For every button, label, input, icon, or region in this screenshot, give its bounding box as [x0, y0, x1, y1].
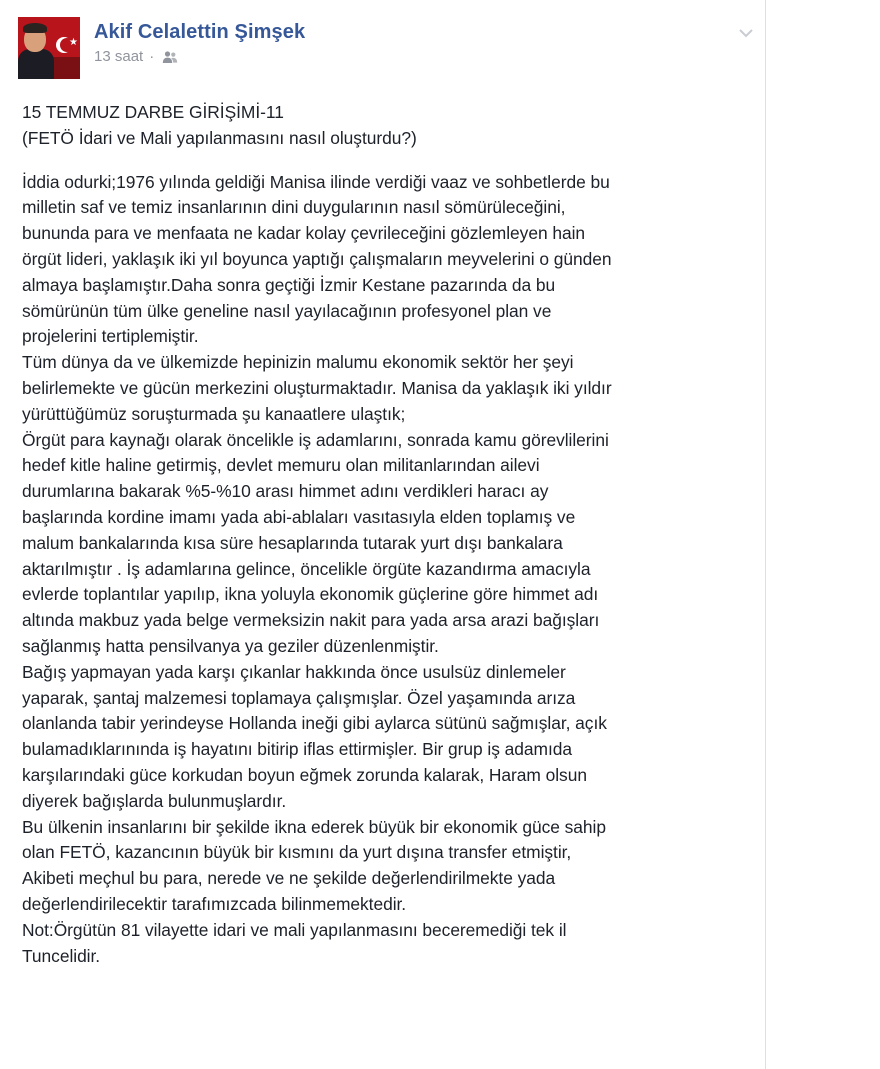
post-text-line: evlerde toplantılar yapılıp, ikna yoluyla ekonomik güçlerine göre himmet adı	[22, 584, 599, 605]
post-text-line: olanlanda tabir yerindeyse Hollanda ineği gibi aylarca sütünü sağmışlar, açık	[22, 713, 607, 734]
post-text-line: bulamadıklarınında iş hayatını bitirip iflas ettirmişler. Bir grup iş adamıda	[22, 739, 573, 760]
friends-icon[interactable]	[162, 50, 178, 64]
chevron-down-icon[interactable]	[738, 26, 754, 38]
post-text-line: sağlanmış hatta pensilvanya ya geziler düzenlenmiştir.	[22, 635, 439, 656]
post-text-line: malum bankalarında kısa süre hesaplarında tutarak yurt dışı bankalara	[22, 532, 563, 553]
post-text-line: Not:Örgütün 81 vilayette idari ve mali yapılanmasını beceremediği tek il	[22, 919, 567, 940]
post-text-line: yaparak, şantaj malzemesi toplamaya çalışmışlar. Özel yaşamında arıza	[22, 687, 576, 708]
post-text-line: diyerek bağışlarda bulunmuşlardır.	[22, 790, 287, 811]
post-timestamp[interactable]: 13 saat	[94, 48, 144, 65]
post-text-line: başlarında kordine imamı yada abi-ablaları vasıtasıyla elden toplamış ve	[22, 506, 576, 527]
post-title-line: 15 TEMMUZ DARBE GİRİŞİMİ-11	[22, 102, 284, 122]
post-text-line: durumlarına bakarak %5-%10 arası himmet adını verdikleri haracı ay	[22, 481, 549, 502]
separator-dot: ·	[149, 48, 155, 65]
avatar[interactable]: ★	[18, 17, 80, 79]
post-text-line: değerlendirilecektir tarafımızcada bilinmemektedir.	[22, 893, 407, 914]
author-name[interactable]: Akif Celalettin Şimşek	[94, 21, 306, 43]
post-text-line: altında makbuz yada belge vermeksizin nakit para yada arsa arazi bağışları	[22, 610, 600, 631]
post-text-line: Bağış yapmayan yada karşı çıkanlar hakkında önce usulsüz dinlemeler	[22, 661, 566, 682]
post-text-line: milletin saf ve temiz insanlarının dini duygularının nasıl sömürüleceğini,	[22, 197, 566, 218]
post-text-line: örgüt lideri, yaklaşık iki yıl boyunca yaptığı çalışmaların meyvelerini o günden	[22, 248, 612, 269]
post-meta	[94, 17, 305, 66]
post-text-line: olan FETÖ, kazancının büyük bir kısmını da yurt dışına transfer etmiştir,	[22, 842, 572, 863]
post-header	[18, 17, 305, 79]
post-text-line: bununda para ve menfaata ne kadar kolay çevrileceğini gözlemleyen hain	[22, 223, 586, 244]
post-subline	[94, 48, 305, 66]
post-text-line: belirlemekte ve gücün merkezini oluşturmaktadır. Manisa da yaklaşık iki yıldır	[22, 377, 612, 398]
post-text-line: Tuncelidir.	[22, 945, 101, 966]
post-text-line: Bu ülkenin insanlarını bir şekilde ikna ederek büyük bir ekonomik güce sahip	[22, 816, 606, 837]
post-text-line: projelerini tertiplemiştir.	[22, 326, 199, 347]
post-text-line: karşılarındaki güce korkudan boyun eğmek zorunda kalarak, Haram olsun	[22, 764, 587, 785]
post-text-line: Tüm dünya da ve ülkemizde hepinizin malumu ekonomik sektör her şeyi	[22, 352, 574, 373]
post-text-line: hedef kitle haline getirmiş, devlet memuru olan militanlarından ailevi	[22, 455, 540, 476]
post-text-line: sömürünün tüm ülke geneline nasıl yayılacağının profesyonel plan ve	[22, 300, 552, 321]
post-text-line: aktarılmıştır . İş adamlarına gelince, öncelikle örgüte kazandırma amacıyla	[22, 558, 591, 579]
post-text-line: almaya başlamıştır.Daha sonra geçtiği İzmir Kestane pazarında da bu	[22, 274, 556, 295]
post-text-line: Akibeti meçhul bu para, nerede ve ne şekilde değerlendirilmekte yada	[22, 868, 556, 889]
post-text-line: İddia odurki;1976 yılında geldiği Manisa ilinde verdiği vaaz ve sohbetlerde bu	[22, 171, 610, 192]
post-content	[22, 100, 757, 969]
post-text-line: yürüttüğümüz soruşturmada şu kanaatlere ulaştık;	[22, 403, 406, 424]
post-title-line: (FETÖ İdari ve Mali yapılanmasını nasıl oluşturdu?)	[22, 127, 417, 148]
post-text-line: Örgüt para kaynağı olarak öncelikle iş adamlarını, sonrada kamu görevlilerini	[22, 429, 609, 450]
